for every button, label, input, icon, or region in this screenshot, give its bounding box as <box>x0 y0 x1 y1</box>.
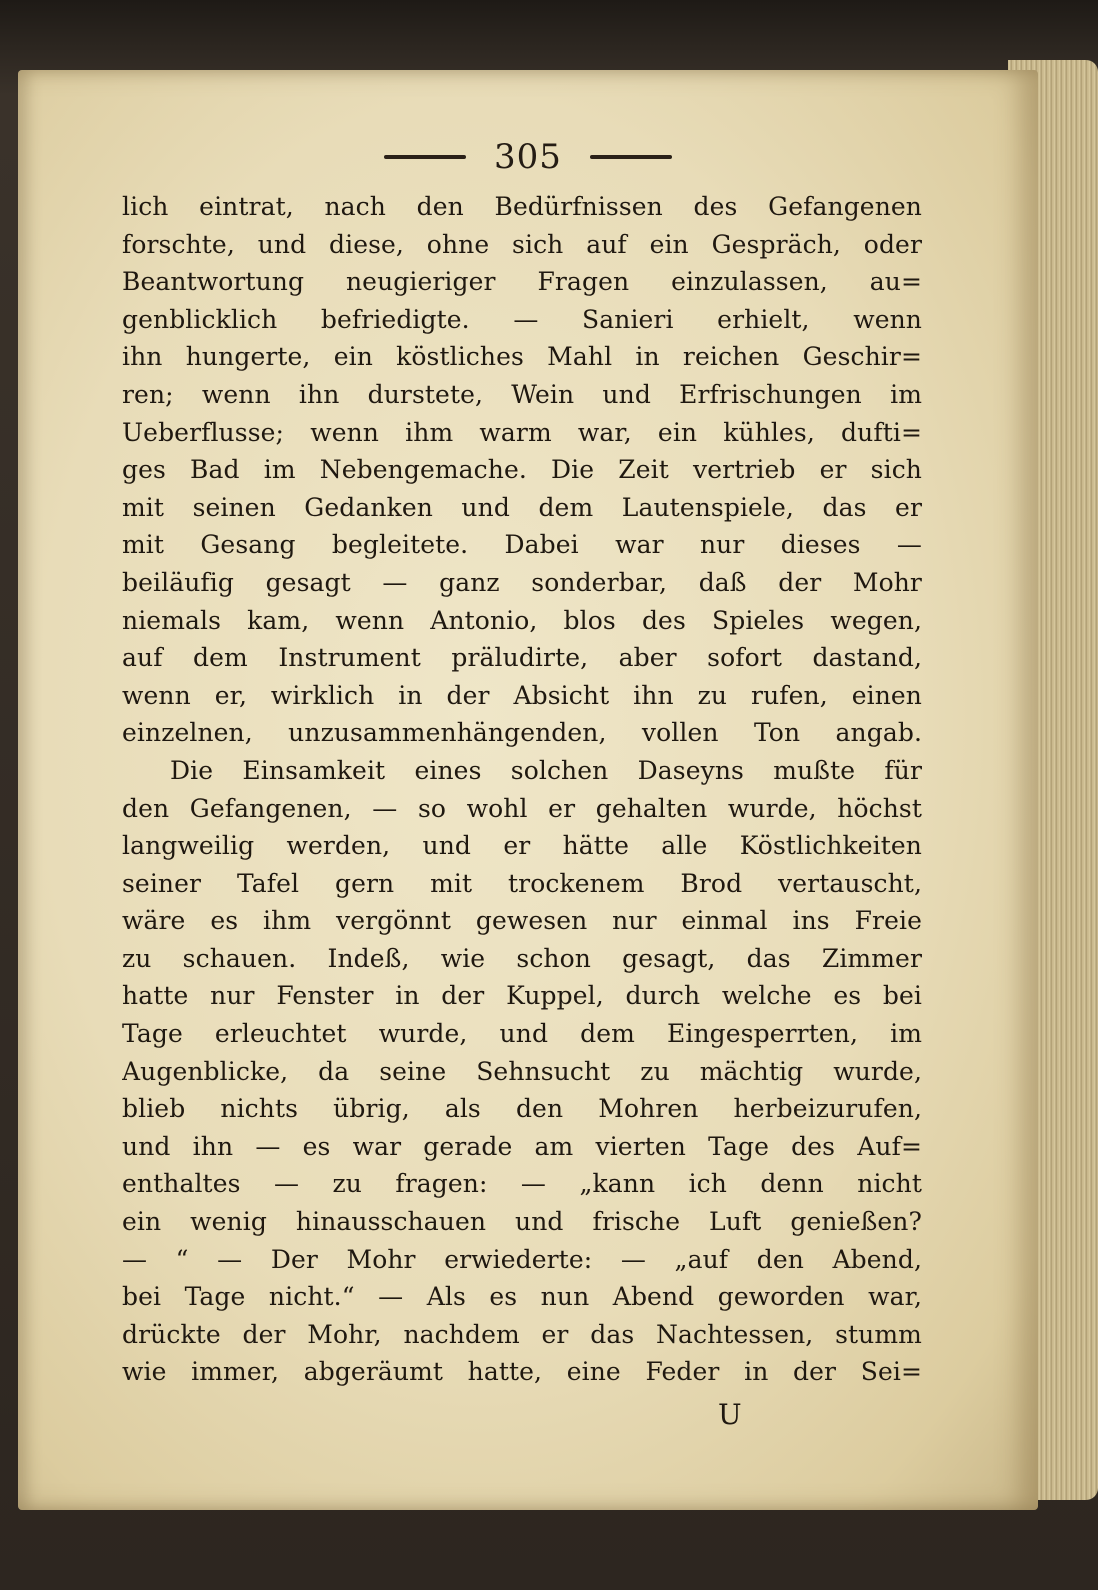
text-line: und ihn — es war gerade am vierten Tage des Auf= <box>122 1131 922 1161</box>
text-line: den Gefangenen, — so wohl er gehalten wurde, höchst <box>122 793 922 823</box>
text-line: wäre es ihm vergönnt gewesen nur einmal ins Freie <box>122 906 922 936</box>
text-line: einzelnen, unzusammenhängenden, vollen Ton angab. <box>122 718 922 748</box>
text-line: ges Bad im Nebengemache. Die Zeit vertrieb er sich <box>122 455 922 485</box>
text-line: drückte der Mohr, nachdem er das Nachtessen, stumm <box>122 1319 922 1349</box>
text-line: ihn hungerte, ein köstliches Mahl in reichen Geschir= <box>122 342 922 372</box>
text-line: wie immer, abgeräumt hatte, eine Feder in der Sei= <box>122 1357 922 1387</box>
text-line: blieb nichts übrig, als den Mohren herbeizurufen, <box>122 1094 922 1124</box>
signature-mark: U <box>718 1398 742 1431</box>
text-line: lich eintrat, nach den Bedürfnissen des Gefangenen <box>122 192 922 221</box>
text-line: forschte, und diese, ohne sich auf ein Gespräch, oder <box>122 229 922 259</box>
text-line: Tage erleuchtet wurde, und dem Eingesperrten, im <box>122 1019 922 1049</box>
text-line: genblicklich befriedigte. — Sanieri erhielt, wenn <box>122 304 922 334</box>
text-line: bei Tage nicht.“ — Als es nun Abend geworden war, <box>122 1282 922 1312</box>
text-line: enthaltes — zu fragen: — „kann ich denn nicht <box>122 1169 922 1199</box>
text-line: Ueberflusse; wenn ihm warm war, ein kühles, dufti= <box>122 417 922 447</box>
text-line: — “ — Der Mohr erwiederte: — „auf den Abend, <box>122 1244 922 1274</box>
text-line: Die Einsamkeit eines solchen Daseyns mußte für <box>170 755 922 785</box>
body-text <box>122 188 922 1391</box>
text-line: langweilig werden, und er hätte alle Köstlichkeiten <box>122 831 922 861</box>
text-line: zu schauen. Indeß, wie schon gesagt, das Zimmer <box>122 943 922 973</box>
header-rule-left <box>384 155 466 159</box>
text-line: mit Gesang begleitete. Dabei war nur dieses — <box>122 530 922 560</box>
text-line: beiläufig gesagt — ganz sonderbar, daß der Mohr <box>122 567 922 597</box>
page-header <box>18 132 1038 182</box>
text-line: wenn er, wirklich in der Absicht ihn zu rufen, einen <box>122 680 922 710</box>
text-line: mit seinen Gedanken und dem Lautenspiele, das er <box>122 492 922 522</box>
book-page <box>18 70 1038 1510</box>
text-line: hatte nur Fenster in der Kuppel, durch welche es bei <box>122 981 922 1011</box>
page-number: 305 <box>494 137 562 177</box>
text-line: Augenblicke, da seine Sehnsucht zu mächtig wurde, <box>122 1056 922 1086</box>
text-line: niemals kam, wenn Antonio, blos des Spieles wegen, <box>122 605 922 635</box>
header-rule-right <box>590 155 672 159</box>
text-line: seiner Tafel gern mit trockenem Brod vertauscht, <box>122 868 922 898</box>
text-line: Beantwortung neugieriger Fragen einzulassen, au= <box>122 267 922 297</box>
text-line: ren; wenn ihn durstete, Wein und Erfrischungen im <box>122 379 922 409</box>
text-line: auf dem Instrument präludirte, aber sofort dastand, <box>122 643 922 673</box>
text-line: ein wenig hinausschauen und frische Luft genießen? <box>122 1207 922 1237</box>
